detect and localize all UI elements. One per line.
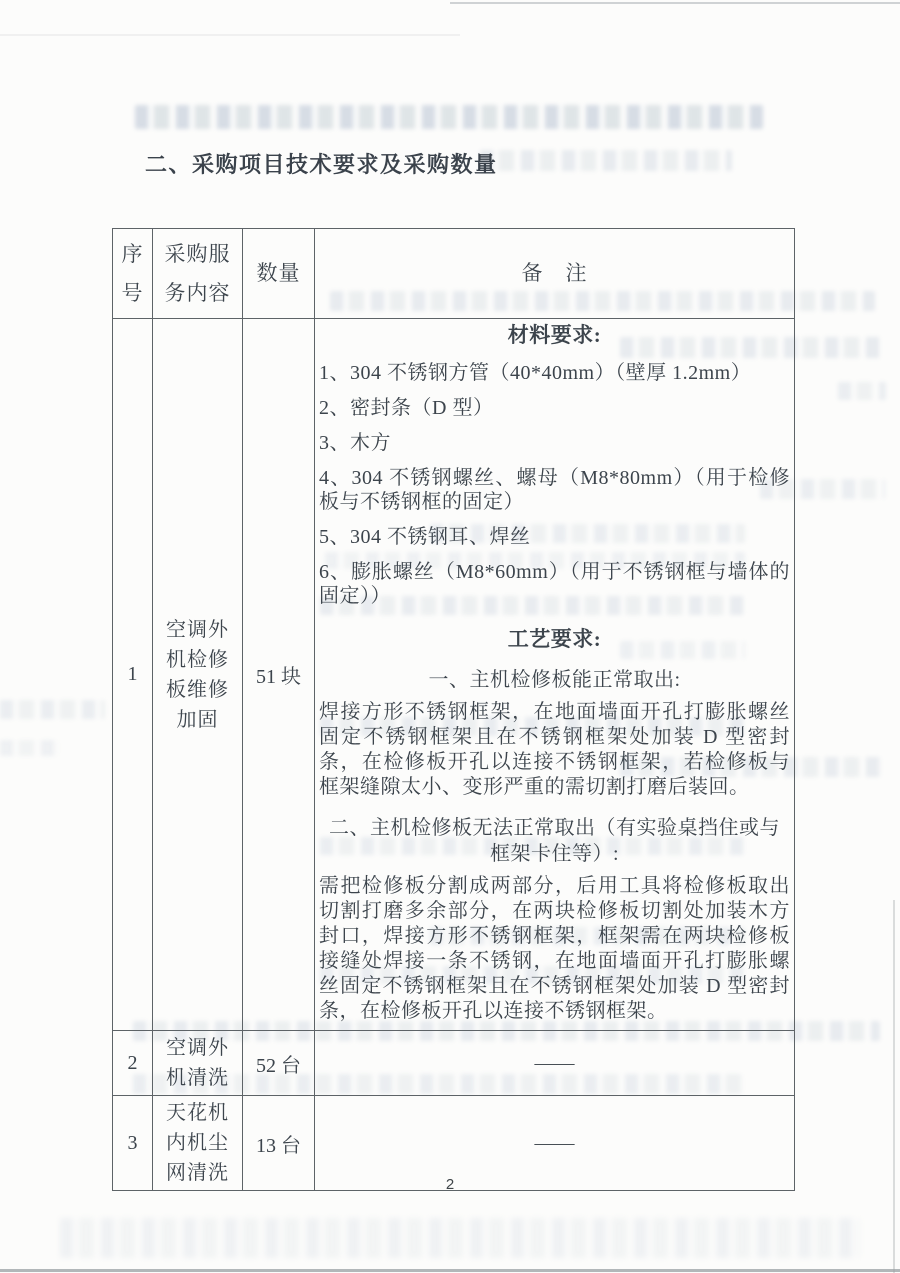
header-cell-quantity: 数量	[243, 229, 315, 319]
material-item: 2、密封条（D 型）	[319, 397, 494, 419]
process-case-body: 焊接方形不锈钢框架，在地面墙面开孔打膨胀螺丝固定不锈钢框架且在不锈钢框架处加装 D 型密封条，在检修板开孔以连接不锈钢框架，若检修板与框架缝隙太小、变形严重的需切割打磨后装回。	[319, 701, 790, 798]
header-cell-content: 采购服务内容	[153, 229, 243, 319]
page-number: 2	[445, 1176, 455, 1193]
bleed-through-artifact	[480, 150, 732, 171]
scan-edge-line	[0, 34, 460, 36]
table-header-row	[113, 229, 795, 319]
row-remark: ——	[315, 1096, 795, 1191]
material-item: 4、304 不锈钢螺丝、螺母（M8*80mm）（用于检修板与不锈钢框的固定）	[319, 467, 790, 513]
row-index: 3	[113, 1096, 153, 1191]
process-case-body: 需把检修板分割成两部分，后用工具将检修板取出切割打磨多余部分，在两块检修板切割处加装木方封口，焊接方形不锈钢框架，框架需在两块检修板接缝处焊接一条不锈钢，在地面墙面开孔打膨胀螺丝固定不锈钢框架且在不锈钢框架处加装 D 型密封条，在检修板开孔以连接不锈钢框架。	[319, 875, 790, 1022]
material-item: 5、304 不锈钢耳、焊丝	[319, 526, 531, 548]
row-quantity: 52 台	[243, 1031, 315, 1096]
bleed-through-artifact	[60, 1218, 860, 1258]
section-heading: 二、采购项目技术要求及采购数量	[145, 152, 498, 177]
process-requirements-title: 工艺要求:	[507, 627, 602, 651]
row-quantity: 13 台	[243, 1096, 315, 1191]
scan-edge-line	[0, 1269, 900, 1272]
row-index: 1	[113, 319, 153, 1031]
scan-edge-line	[450, 2, 900, 4]
row-content: 空调外机检修板维修加固	[153, 319, 243, 1031]
procurement-table	[112, 228, 795, 1191]
header-cell-remark: 备 注	[315, 229, 795, 319]
process-case-subtitle: 二、主机检修板无法正常取出（有实验桌挡住或与框架卡住等）:	[329, 817, 780, 865]
material-item: 1、304 不锈钢方管（40*40mm）（壁厚 1.2mm）	[319, 362, 752, 384]
bleed-through-artifact	[0, 740, 60, 756]
material-requirements-title: 材料要求:	[507, 323, 602, 347]
bleed-through-artifact	[135, 105, 763, 129]
row-index: 2	[113, 1031, 153, 1096]
table-row	[113, 1031, 795, 1096]
row-content: 空调外机清洗	[153, 1031, 243, 1096]
material-item: 6、膨胀螺丝（M8*60mm）（用于不锈钢框与墙体的固定））	[319, 561, 790, 607]
header-cell-index: 序号	[113, 229, 153, 319]
process-case-subtitle: 一、主机检修板能正常取出:	[428, 669, 681, 691]
material-item: 3、木方	[319, 432, 391, 454]
row-content: 天花机内机尘网清洗	[153, 1096, 243, 1191]
bleed-through-artifact	[838, 382, 886, 400]
row-remark: ——	[315, 1031, 795, 1096]
bleed-through-artifact	[0, 700, 105, 719]
table-row	[113, 319, 795, 1031]
row-remark	[315, 319, 795, 1031]
scan-edge-line	[893, 900, 895, 1273]
row-quantity: 51 块	[243, 319, 315, 1031]
